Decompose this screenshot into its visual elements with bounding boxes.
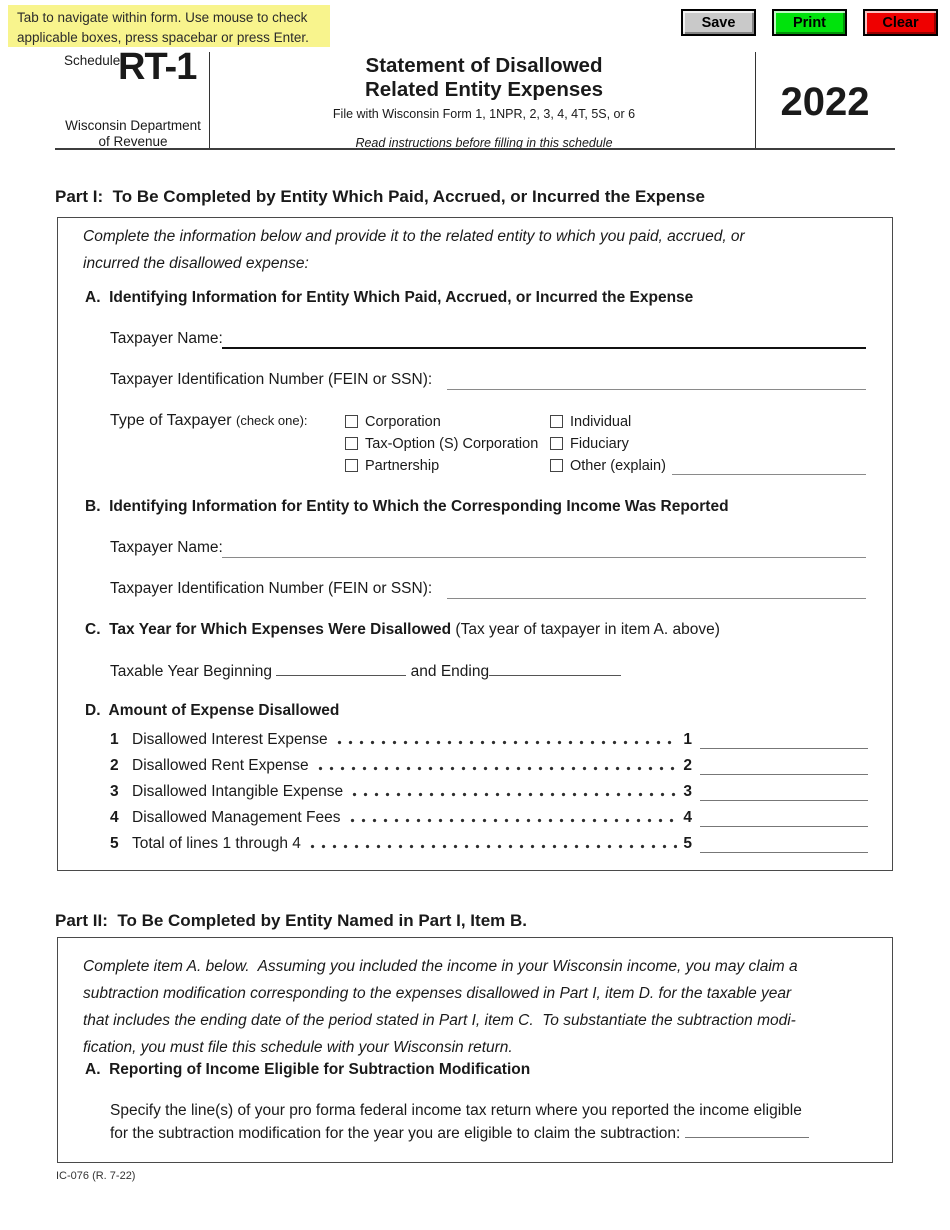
type-of-taxpayer-label <box>110 412 308 430</box>
header-divider-right <box>755 52 756 149</box>
part2-intro-line-2: subtraction modification corresponding to the expenses disallowed in Part I, item D. for the taxable year <box>83 985 792 1002</box>
other-explain-field[interactable] <box>672 474 866 475</box>
partnership-checkbox[interactable] <box>345 459 358 472</box>
file-with-note: File with Wisconsin Form 1, 1NPR, 2, 3, 4, 4T, 5S, or 6 <box>332 107 636 121</box>
specify-line-2: for the subtraction modification for the year you are eligible to claim the subtraction: <box>110 1125 681 1142</box>
expense-row-3 <box>110 779 868 801</box>
agency-line-2: of Revenue <box>98 134 168 150</box>
row5-line-number: 5 <box>683 835 692 852</box>
part1-sectionB-heading: B. Identifying Information for Entity to Which the Corresponding Income Was Reported <box>85 498 729 515</box>
notice-line-1: Tab to navigate within form. Use mouse to check <box>17 10 308 25</box>
part1-sectionA-heading: A. Identifying Information for Entity Which Paid, Accrued, or Incurred the Expense <box>85 289 694 306</box>
row1-number: 1 <box>110 731 119 748</box>
tin-field-b[interactable] <box>447 598 866 599</box>
expense-row-1 <box>110 727 868 749</box>
expense-row-5 <box>110 831 868 853</box>
checkbox-row-partnership <box>345 458 439 473</box>
specify-field[interactable] <box>685 1124 809 1138</box>
form-title-line-1: Statement of Disallowed <box>365 54 603 77</box>
checkbox-row-corporation <box>345 414 441 429</box>
row5-label: Total of lines 1 through 4 <box>132 835 301 852</box>
save-button[interactable]: Save <box>681 9 756 36</box>
tax-option-checkbox[interactable] <box>345 437 358 450</box>
checkbox-row-other <box>550 458 666 473</box>
row1-line-number: 1 <box>683 731 692 748</box>
tin-field-a[interactable] <box>447 389 866 390</box>
row2-dot-leader <box>315 766 678 771</box>
clear-button[interactable]: Clear <box>863 9 938 36</box>
schedule-code: RT-1 <box>118 46 197 88</box>
type-label-main: Type of Taxpayer <box>110 412 236 429</box>
part1-heading: Part I: To Be Completed by Entity Which Paid, Accrued, or Incurred the Expense <box>55 187 705 206</box>
part2-heading: Part II: To Be Completed by Entity Named in Part I, Item B. <box>55 911 527 930</box>
row2-line-number: 2 <box>683 757 692 774</box>
taxpayer-name-label-b: Taxpayer Name: <box>110 539 223 556</box>
taxable-year-row <box>110 662 621 681</box>
expense-row-2 <box>110 753 868 775</box>
row2-label: Disallowed Rent Expense <box>132 757 309 774</box>
part1-intro-line-2: incurred the disallowed expense: <box>83 255 309 272</box>
year-ending-field[interactable] <box>489 662 621 676</box>
other-label: Other (explain) <box>570 457 666 474</box>
part1-sectionD-heading: D. Amount of Expense Disallowed <box>85 702 340 719</box>
individual-checkbox[interactable] <box>550 415 563 428</box>
row2-amount-field[interactable] <box>700 761 868 775</box>
fiduciary-label: Fiduciary <box>570 435 629 452</box>
taxpayer-name-field-a[interactable] <box>222 347 866 349</box>
row4-label: Disallowed Management Fees <box>132 809 341 826</box>
type-label-note: (check one): <box>236 413 308 428</box>
row1-dot-leader <box>334 740 678 745</box>
row3-label: Disallowed Intangible Expense <box>132 783 344 800</box>
individual-label: Individual <box>570 413 632 430</box>
checkbox-row-tax-option <box>345 436 538 451</box>
tax-option-label: Tax-Option (S) Corporation <box>365 435 539 452</box>
tin-label-b: Taxpayer Identification Number (FEIN or SSN): <box>110 580 433 597</box>
sectionC-heading-rest: (Tax year of taxpayer in item A. above) <box>451 621 720 638</box>
expense-row-4 <box>110 805 868 827</box>
agency-line-1: Wisconsin Department <box>65 118 201 133</box>
form-id: IC-076 (R. 7-22) <box>56 1170 136 1182</box>
taxpayer-name-label-a: Taxpayer Name: <box>110 330 223 347</box>
taxpayer-name-field-b[interactable] <box>222 557 866 558</box>
part1-sectionC-heading <box>85 621 720 639</box>
part2-intro-line-1: Complete item A. below. Assuming you included the income in your Wisconsin income, you may claim a <box>83 958 798 975</box>
agency-name <box>58 118 208 151</box>
row1-label: Disallowed Interest Expense <box>132 731 328 748</box>
row3-number: 3 <box>110 783 119 800</box>
fiduciary-checkbox[interactable] <box>550 437 563 450</box>
row1-amount-field[interactable] <box>700 735 868 749</box>
specify-line-1: Specify the line(s) of your pro forma federal income tax return where you reported the income eligible <box>110 1102 802 1119</box>
header-divider-left <box>209 52 210 149</box>
row3-dot-leader <box>349 792 677 797</box>
notice-line-2: applicable boxes, press spacebar or press Enter. <box>17 29 309 45</box>
partnership-label: Partnership <box>365 457 440 474</box>
print-button[interactable]: Print <box>772 9 847 36</box>
row4-number: 4 <box>110 809 119 826</box>
row2-number: 2 <box>110 757 119 774</box>
navigation-notice <box>8 5 330 47</box>
read-instructions-note: Read instructions before filling in this schedule <box>355 136 613 150</box>
corporation-label: Corporation <box>365 413 441 430</box>
part2-intro-line-4: fication, you must file this schedule with your Wisconsin return. <box>83 1039 513 1056</box>
other-checkbox[interactable] <box>550 459 563 472</box>
checkbox-row-individual <box>550 414 631 429</box>
row3-amount-field[interactable] <box>700 787 868 801</box>
row5-amount-field[interactable] <box>700 839 868 853</box>
part1-intro-line-1: Complete the information below and provide it to the related entity to which you paid, accrued, or <box>83 228 745 245</box>
corporation-checkbox[interactable] <box>345 415 358 428</box>
sectionC-heading-bold: C. Tax Year for Which Expenses Were Disallowed <box>85 621 452 638</box>
schedule-word: Schedule <box>64 53 121 68</box>
checkbox-row-fiduciary <box>550 436 629 451</box>
taxable-year-ending-label: and Ending <box>406 663 490 680</box>
tax-year: 2022 <box>780 80 870 124</box>
part2-sectionA-heading: A. Reporting of Income Eligible for Subtraction Modification <box>85 1061 531 1078</box>
row3-line-number: 3 <box>683 783 692 800</box>
tin-label-a: Taxpayer Identification Number (FEIN or SSN): <box>110 371 433 388</box>
row5-dot-leader <box>307 844 677 849</box>
row4-amount-field[interactable] <box>700 813 868 827</box>
form-title-line-2: Related Entity Expenses <box>364 78 604 101</box>
part2-intro-line-3: that includes the ending date of the period stated in Part I, item C. To substantiate the subtraction modi- <box>83 1012 796 1029</box>
specify-line-2-row <box>110 1124 809 1143</box>
row5-number: 5 <box>110 835 119 852</box>
year-beginning-field[interactable] <box>276 662 406 676</box>
header-rule <box>55 148 895 150</box>
row4-dot-leader <box>347 818 678 823</box>
row4-line-number: 4 <box>683 809 692 826</box>
taxable-year-beginning-label: Taxable Year Beginning <box>110 663 277 680</box>
